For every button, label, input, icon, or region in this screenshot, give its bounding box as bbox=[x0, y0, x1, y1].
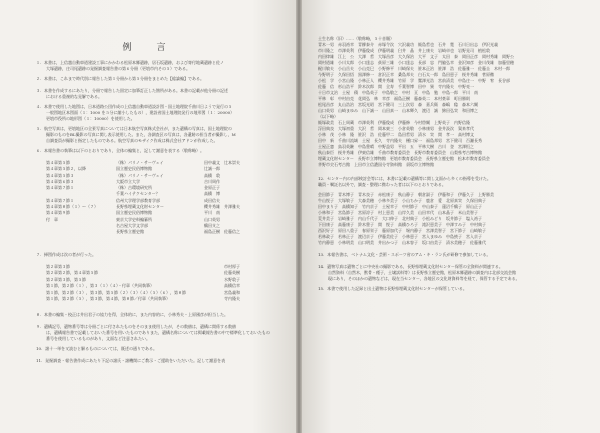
section-cell: 第４章第５節３ bbox=[46, 172, 74, 178]
institution-cell: （株）古環境研究所 bbox=[116, 185, 152, 191]
text-line: 一般図地区本図面（１：1000 を５分に縮小したもの），建設省国土地理院発行の地形図（１：20000） bbox=[46, 110, 235, 115]
section-cell: 第１節，第２節（３），第３節，第５節（２）（３）（４）（５）（６），第８節 bbox=[46, 289, 186, 295]
author-cell: 福島正樹 佐藤信之 bbox=[204, 229, 240, 235]
text-line: 土屋正憲 鳥羽英継 中島豊晴 中野益男 平出 五 平林大樹 古川 登 宮澤恒之 bbox=[318, 144, 474, 149]
text-line: 秋山泰臣 桜井秀雄 伊東信雄 千曲市教育委員会 長野市教育委員会 山梨県考古博物館 bbox=[318, 150, 482, 155]
paragraph-4 bbox=[36, 104, 274, 122]
text-line: 茅野市尖石考古館 上田市立信濃国分寺資料館 須坂市立博物館 bbox=[318, 162, 434, 167]
page-title: 例 言 bbox=[122, 43, 174, 53]
text-line: 梶川敏夫 小山岳夫 小山克巳 小野修平 川崎保夫 笹本正治 笹澤 浩 佐藤雅一 佐藤圭 木村一郎 bbox=[318, 66, 510, 71]
author-cell: 田中義文 辻本崇夫 bbox=[204, 160, 240, 165]
text-line: 若林政子 若林正子 渡辺京子 伊藤美佐子 小林恵子 宮入まゆみ 中島綾子 宮入京子 bbox=[318, 234, 482, 239]
text-line: 牛山悦子 大塚敏子 大森美穂 小林多美子 小山ちか子 鹿倉 愛 北原真実 久保田典子 bbox=[318, 198, 486, 203]
paragraph-3 bbox=[36, 88, 274, 100]
left-page bbox=[0, 0, 296, 433]
text-line: 竹内静恵 小林明美 山口明美 井出かつ子 山本容子 坂口由美子 清水美穂子 佐藤雅代 bbox=[318, 240, 486, 245]
text-line: 10．諸十一単を又読むと解るものについては，既述の通りである。 bbox=[36, 346, 158, 351]
section-cell: 第４章第８節（１）〜（７） bbox=[46, 204, 98, 210]
text-line: 佐藤 信 杉山浩平 鈴木次郎 関 全寿 千葉智博 田中 巽 寺内隆夫 中野亮一 bbox=[318, 84, 474, 89]
paragraph-5 bbox=[36, 126, 274, 144]
paragraph-12 bbox=[318, 176, 568, 188]
text-line: （以下略） bbox=[318, 114, 338, 119]
paragraph-2 bbox=[36, 76, 274, 82]
person-cell: 市村厚子 bbox=[224, 264, 240, 269]
author-cell: 吉川周作 bbox=[204, 178, 220, 184]
text-line: 岡村道雄 小川太郎 小口達志 荻原三雄 小口達志 長部 忠 門脇弘幸 金沢知彦 金川茂雄 加藤里穂 bbox=[318, 60, 514, 65]
text-line: 荒井美子 岩崎雅子 内山千代子 大口伸子 北村典子 小松みどり 坂井節子 塩入裕子 bbox=[318, 216, 482, 221]
text-line: 現にあり，そのほかの遺物などは，現在当センター，各地区の文化財資料等を経て，保管する予定である。 bbox=[328, 276, 520, 281]
text-line: 自然資料（自然木，獣骨・種子，土壌試料等）は長野県立歴史館，松原本郷遺跡の調査内は北部交流会館 bbox=[328, 270, 516, 275]
names-block bbox=[318, 36, 568, 168]
paragraph-14 bbox=[318, 264, 568, 282]
text-line: 自調査員が撮影と指定したものである。航空写真のモザイク作成は株式会社アドンが作成した。 bbox=[46, 138, 218, 143]
paragraph-8 bbox=[36, 312, 274, 318]
text-line: 田中 新 千曲川流域 土屋 長久 寺内隆夫 樋口昇一 福島邦男 宮下健司 百瀬長秀 bbox=[318, 138, 482, 143]
authors-table bbox=[46, 160, 278, 236]
text-line: 小林和子 宮島節子 宮原涼子 村上恵美 山岸久美 山田幸代 山本晶子 米山美智子 bbox=[318, 210, 478, 215]
text-line: 山口英男 山崎まゆみ 山下誠一 山田真一 山本輝久 渡辺 誠 綿田弘実 和田博之 bbox=[318, 108, 478, 113]
section-cell: 付 章 bbox=[46, 216, 58, 222]
paragraph-10 bbox=[36, 346, 274, 352]
paragraph-6 bbox=[36, 148, 274, 154]
institution-cell: 長野県埋蔵文化財センター bbox=[116, 204, 164, 210]
author-cell: 鶴田支之 bbox=[204, 222, 220, 228]
staff-block bbox=[318, 192, 568, 246]
list-item bbox=[46, 296, 278, 302]
text-line: 14．遺物写真は遺物ごとに中央社の撮影である，長野県埋蔵文化財センター保管の全資料が関連する。 bbox=[318, 264, 503, 269]
author-cell: 櫻井秀雄 井澤雅夫 bbox=[204, 204, 240, 210]
section-cell: 第４章第７節１ bbox=[46, 197, 74, 203]
text-line: ８．本書の編集・校正は井出君子の協力を得，全体的に，また内容的に，小林秀夫・上原國彦が担当した。 bbox=[36, 312, 228, 317]
text-line: ７．挿図作成は次の者が行った。 bbox=[36, 252, 96, 257]
paragraph-11 bbox=[36, 358, 274, 364]
author-cell: 成田信夫 bbox=[204, 197, 220, 203]
text-line: 大塚遺跡，庄司尾遺跡の発掘調査報告書の第６分冊（更埴市内その５）である。 bbox=[46, 66, 190, 71]
institution-cell: 国立歴史民俗博物館 bbox=[116, 210, 152, 216]
paragraph-15 bbox=[318, 286, 568, 292]
text-line: １．本書は，上信越自動車道建設工事にかかわる松原本郷遺跡，居石坂遺跡，および寄付地蔵遺跡と佐ノ bbox=[36, 60, 224, 65]
person-cell: 寺内隆夫 bbox=[224, 296, 240, 302]
text-line: 15．本書で使用した記録と出土遺物は長野県埋蔵文化財センターが保管している。 bbox=[318, 286, 467, 291]
paragraph-1 bbox=[36, 60, 274, 72]
text-line: 田中まり子 高橋知子 竹内京子 土屋幸子 中村節子 中山泰子 蓮沼千鶴子 原山正子 bbox=[318, 204, 482, 209]
text-line: 会田節子 青木博子 青木良子 赤松康子 秋山静子 朝倉淑子 伊藤和子 伊藤久子 上野勝美 bbox=[318, 192, 494, 197]
section-cell: 第２章第３節 bbox=[46, 264, 70, 269]
author-cell: 高橋 敦 bbox=[204, 172, 220, 178]
text-line: 十日市文治 土屋 積 中島英子 中島敬之 中村 亘 中島 勉 中島一郎 平川 南 bbox=[318, 90, 478, 95]
institution-cell: 国立歴史民俗博物館 bbox=[116, 166, 152, 172]
text-line: における重複的な見解である。 bbox=[46, 94, 102, 99]
table-row bbox=[46, 229, 278, 235]
institution-cell: （株）パリノ・サーヴェイ bbox=[116, 172, 164, 178]
institution-cell: 名古屋大学文学部 bbox=[116, 222, 148, 228]
text-line: 土生名称（旧）……（敬称略，５十音順） bbox=[318, 36, 394, 41]
text-line: 更埴市役所の地形図（１：10000）を使用した。 bbox=[46, 116, 135, 121]
section-cell: 第１節，第２節（５），第３節，第４節，第８節／付章（共同執筆） bbox=[46, 296, 170, 302]
author-cell: 山口英男 bbox=[204, 216, 220, 222]
text-line: 撮影のものをBL撮影の写真に関し表示使用した。また，各調査区の写真は，各遺跡の担当者が撮影し，M bbox=[46, 132, 236, 137]
section-cell bbox=[46, 229, 116, 235]
text-line: 西沢好子 原田八重子 春原栄子 藤原加代子 堀内静子 宮澤美智子 宮下節子 山崎敏子 bbox=[318, 228, 486, 233]
paragraph-13 bbox=[318, 252, 568, 258]
person-cell: 高橋信幸 bbox=[224, 283, 240, 289]
text-line: 浮田典良 大塚初重 大沢 哲 岡本東三 小倉英敬 小林康男 金井汲次 賀来孝代 bbox=[318, 126, 474, 131]
text-line: ５．航空写真は，更埴地区の全景写真については日本航空写真株式会社が，また遺構の写真は，国土地理院の bbox=[36, 126, 232, 131]
text-line: 飯塚政美 石上周蔵 市澤英利 伊藤俊成 伊藤修 今村啓爾 上野英子 内野信隆 bbox=[318, 120, 470, 125]
text-line: 13．本報告書は，ベトナム文化・芸術・スポーツ省のアム・キ・ラン氏が研修で参加している。 bbox=[318, 252, 491, 257]
text-line: ９．遺構記号，遺物番号等は分冊ごとに付されたものをそのまま使用したが，その数値は，遺構に関係する数値 bbox=[36, 324, 236, 329]
text-line: 埋蔵文化財センター 長野市立博物館 更埴市教育委員会 長野県立歴史館 松本市教育委員会 bbox=[318, 156, 490, 161]
text-line: 内田律雄 江上 公 大澤 哲 大塚昌彦 大久保治 大平 文子 太田 泰 岡田正彦 岡村秀雄 岡野公 bbox=[318, 54, 514, 59]
text-line: ３．本書を作成するにあたり，分冊で報告した固定に加筆訂正した箇所がある。本書の記載が他分冊の記述 bbox=[36, 88, 228, 93]
text-line: ６．本報告書の執筆は以下のとおりであり，全体の編集と，記して謝意を表する（敬称略）。 bbox=[36, 148, 204, 153]
institution-cell: 信州大学理学部教育学部 bbox=[116, 197, 160, 203]
text-line: 青木一男 赤羽裕幸 青柳泰介 赤塚令次 穴沢義功 飯島哲也 石井 寛 石川日出志 伊沢光義 bbox=[318, 42, 498, 47]
institution-cell: 千葉ハイテクセンター？ bbox=[116, 191, 160, 197]
section-cell: 第１節，第２節（１），第３（１）（４）・付章（共同執筆） bbox=[46, 283, 154, 289]
text-line: 番号を使用しているものがあり，文面など注意されたい。 bbox=[46, 336, 150, 341]
text-line: 今野明子 久保田悟 黒澤修一 倉沢正幸 桑島邦夫 白石太一郎 島田恵子 桜井秀雄 菅原徹 bbox=[318, 72, 494, 77]
section-cell: 第４章第９節 bbox=[46, 210, 70, 216]
institution-cell: 東京大学史料編纂所 bbox=[116, 216, 152, 222]
paragraph-7-heading bbox=[36, 252, 274, 258]
institution-cell: （株）パリノ・サーヴェイ bbox=[116, 160, 164, 165]
institution-cell: 大阪市立大学 bbox=[116, 178, 140, 184]
institution-cell: 長野県立歴史館 bbox=[116, 229, 144, 235]
author-cell: 平川 南 bbox=[204, 210, 220, 216]
paragraph-9 bbox=[36, 324, 274, 342]
section-cell: 第２章第２節，第４章第５節 bbox=[46, 270, 98, 276]
person-cell: 水野敦子 bbox=[224, 276, 240, 282]
text-line: 小林 茂 小林 隆 笹沢 浩 佐藤甲二 島田哲男 清水 実 関 孝一 高村博文 bbox=[318, 132, 474, 137]
text-line: 小松 学 小宮山隆 小林正人 櫻井秀雄 竹原 学 鷲澤光浩 宮前清美 中島庄一 中野 宥 長谷部 bbox=[318, 78, 510, 83]
section-cell: 第４章第５節２，以降 bbox=[46, 166, 86, 172]
text-line: は，遺構報告書で記載しておいた番号を用いたものでありまた，遺構名称については掲載報告書の中で標準化しておいたもの bbox=[46, 330, 270, 335]
text-line: ２．本書は，これまで時代別に報告した第１分冊から第５分冊をまとめた【総論編】である。 bbox=[36, 76, 204, 81]
text-line: 職員・嘱託名以外で，調査・整理に携わった者は以下のとおりである。 bbox=[318, 182, 446, 187]
text-line: 12．センター内の内部検討会等には，本書に記載の遺構等に関し文面から多くの指導を受けた。 bbox=[318, 176, 491, 181]
section-cell: 第２章第３節，第５節 bbox=[46, 276, 86, 282]
person-cell: 宮島義和 bbox=[224, 289, 240, 295]
text-line: 市川隆之 市澤英利 伊藤俊成 伊藤明義 臼井 晶 井上康夫 岩崎卓也 岩野見司 植松敦 bbox=[318, 48, 490, 53]
text-line: 平林 彰 中村由克 花岡弘 林 幸彦 福島正樹 藤森英二 本村豪章 町田勝則 bbox=[318, 96, 470, 101]
text-line: ４．本書で使用した地図は，日本道路公団作成の上信越自動車道設計図・国土地理院千曲川日ようで発行の５ bbox=[36, 104, 232, 109]
author-cell: 金原正子 bbox=[204, 185, 220, 191]
drawing-list bbox=[46, 264, 278, 302]
author-cell: 辻誠一郎 bbox=[204, 166, 220, 172]
section-cell: 第４章第６節３ bbox=[46, 178, 74, 184]
author-cell: 高橋 博 bbox=[204, 191, 220, 197]
section-cell: 第４章第７節１ bbox=[46, 185, 74, 191]
text-line: 11．発掘調査・報告書作成にあたり下記の諸氏・諸機関にご教示・ご援助をいただいた。記して謝意を表 bbox=[36, 358, 226, 363]
section-cell: 第４章第５節 bbox=[46, 160, 70, 165]
person-cell: 佐藤英樹 bbox=[224, 270, 240, 276]
text-line: 松尾昌彦 丸山浩治 宮坂光昭 宮下健司 三上次男 森 嘉兵衛 森嶋 稔 森本六爾 bbox=[318, 102, 478, 107]
text-line: 下田康子 高藤康子 鈴木豊子 関 悦子 高橋ひろ子 滝沢恵美子 中澤すみ子 中村典子 bbox=[318, 222, 486, 227]
